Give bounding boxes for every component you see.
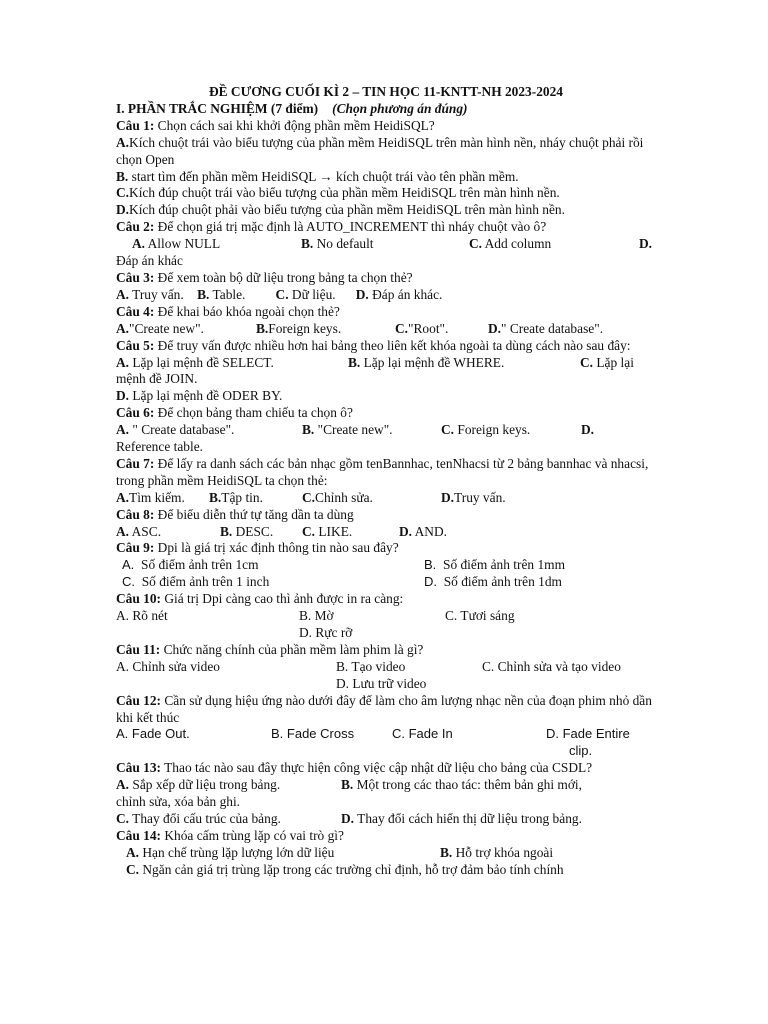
option-8b xyxy=(220,524,302,541)
option-text: Lặp lại mệnh đề WHERE. xyxy=(360,354,505,370)
option-key: A. xyxy=(116,489,130,505)
question-number: Câu 4: xyxy=(116,303,155,319)
option-4b xyxy=(256,321,395,338)
option-text: Add column xyxy=(482,236,552,252)
option-text: Lặp lại mệnh đề ODER BY. xyxy=(129,388,283,404)
option-6c xyxy=(441,422,581,439)
option-key: C. xyxy=(469,236,483,252)
option-key: A. xyxy=(116,286,130,302)
option-13d xyxy=(341,811,582,828)
options-13-row2 xyxy=(116,811,656,828)
options-14-row1 xyxy=(116,845,656,862)
option-text: Ngăn cản giá trị trùng lặp trong các trường chỉ định, hỗ trợ đảm bảo tính chính xyxy=(139,861,564,877)
option-7b xyxy=(209,490,302,507)
option-8a xyxy=(116,524,220,541)
option-text: Thay đổi cấu trúc của bảng. xyxy=(129,810,281,826)
question-1 xyxy=(116,118,656,135)
option-text: Lặp lại xyxy=(593,354,634,370)
option-key: B. xyxy=(209,489,222,505)
question-text: Cần sử dụng hiệu ứng nào dưới đây để làm cho âm lượng nhạc nền của đoạn phim nhỏ dần khi kết thúc xyxy=(116,692,652,725)
option-text: Table. xyxy=(209,286,246,302)
option-5d xyxy=(116,388,656,405)
option-5c-cont: mệnh đề JOIN. xyxy=(116,371,198,387)
option-text: start tìm đến phần mềm HeidiSQL → kích chuột trái vào tên phần mềm. xyxy=(128,168,519,184)
question-text: Để chọn giá trị mặc định là AUTO_INCREMENT thì nháy chuột vào ô? xyxy=(154,219,547,235)
option-text: Đáp án khác. xyxy=(368,286,443,302)
option-1d xyxy=(116,202,656,219)
option-text: LIKE. xyxy=(315,523,353,539)
question-3 xyxy=(116,270,656,287)
option-key: A. xyxy=(126,844,140,860)
option-key: C. xyxy=(116,185,130,201)
options-6 xyxy=(116,422,656,439)
option-2a xyxy=(116,236,301,253)
option-key: B. xyxy=(220,523,233,539)
option-text: Truy vấn. xyxy=(129,286,184,302)
option-text: Số điểm ảnh trên 1 inch xyxy=(141,574,270,590)
option-13b-cont: chỉnh sửa, xóa bản ghi. xyxy=(116,794,241,810)
options-3 xyxy=(116,287,656,304)
question-9 xyxy=(116,540,656,557)
option-key: A. xyxy=(122,557,135,573)
option-key: B. xyxy=(302,422,315,438)
options-13-row1 xyxy=(116,777,656,794)
document-title: ĐỀ CƯƠNG CUỐI KÌ 2 – TIN HỌC 11-KNTT-NH 2023-2024 xyxy=(208,84,563,99)
option-12b: B. Fade Cross xyxy=(271,726,355,742)
option-key: B. xyxy=(256,320,269,336)
options-7 xyxy=(116,490,656,507)
option-key: A. xyxy=(116,777,130,793)
option-1a xyxy=(116,135,656,169)
option-key: B. xyxy=(348,354,361,370)
option-4c xyxy=(395,321,488,338)
option-key: D. xyxy=(399,523,413,539)
question-number: Câu 5: xyxy=(116,337,155,353)
option-key: B. xyxy=(116,168,129,184)
question-11 xyxy=(116,642,656,659)
question-text: Để biểu diễn thứ tự tăng dần ta dùng xyxy=(154,506,354,522)
section-heading xyxy=(116,101,656,118)
options-11 xyxy=(116,659,656,676)
option-text: Tìm kiếm. xyxy=(129,489,185,505)
option-key: C. xyxy=(116,810,130,826)
option-text: Một trong các thao tác: thêm bản ghi mới, xyxy=(353,777,582,793)
option-10b: B. Mờ xyxy=(299,608,334,624)
option-text: " Create database". xyxy=(501,320,604,336)
option-text: "Create new". xyxy=(314,422,393,438)
option-text: No default xyxy=(313,236,374,252)
option-12c: C. Fade In xyxy=(392,726,453,742)
question-text: Để chọn bảng tham chiếu ta chọn ô? xyxy=(154,405,353,421)
option-6d-text: Reference table. xyxy=(116,439,203,455)
question-number: Câu 8: xyxy=(116,506,155,522)
option-key: C. xyxy=(275,286,289,302)
options-10 xyxy=(116,608,656,625)
option-3c xyxy=(276,287,336,302)
option-key: D. xyxy=(116,202,130,218)
option-key: A. xyxy=(116,320,130,336)
option-key: B. xyxy=(197,286,210,302)
option-key: A. xyxy=(132,236,146,252)
question-number: Câu 7: xyxy=(116,455,155,471)
question-6 xyxy=(116,405,656,422)
option-key: D. xyxy=(341,810,355,826)
options-8 xyxy=(116,524,656,541)
option-5c xyxy=(580,355,634,372)
question-number: Câu 9: xyxy=(116,540,155,556)
option-text: " Create database". xyxy=(129,422,235,438)
question-text: Để xem toàn bộ dữ liệu trong bảng ta chọn thẻ? xyxy=(154,269,413,285)
option-5a xyxy=(116,355,348,372)
option-12d: D. Fade Entire xyxy=(546,726,630,742)
option-12a: A. Fade Out. xyxy=(116,726,190,742)
question-text: Khóa cấm trùng lặp có vai trò gì? xyxy=(161,827,344,843)
question-number: Câu 10: xyxy=(116,591,162,607)
option-12d-cont: clip. xyxy=(569,743,593,759)
option-text: AND. xyxy=(412,523,447,539)
options-4 xyxy=(116,321,656,338)
option-7d xyxy=(441,490,506,507)
option-text: Hạn chế trùng lặp lượng lớn dữ liệu xyxy=(139,844,335,860)
option-text: Truy vấn. xyxy=(454,489,506,505)
question-7 xyxy=(116,456,656,490)
option-text: Foreign keys. xyxy=(268,320,342,336)
question-number: Câu 3: xyxy=(116,269,155,285)
document-page xyxy=(116,84,656,879)
question-13 xyxy=(116,760,656,777)
option-text: Allow NULL xyxy=(145,236,221,252)
option-key: C. xyxy=(395,320,409,336)
option-10c: C. Tươi sáng xyxy=(445,608,515,624)
option-11c: C. Chỉnh sửa và tạo video xyxy=(482,658,621,674)
question-text: Để truy vấn được nhiều hơn hai bảng theo liên kết khóa ngoài ta dùng cách nào sau đây: xyxy=(154,337,631,353)
section-hint: (Chọn phương án đúng) xyxy=(332,100,468,116)
option-9c xyxy=(116,574,424,591)
option-key: B. xyxy=(341,777,354,793)
option-13b xyxy=(341,777,582,794)
option-key: C. xyxy=(302,523,316,539)
option-text: Số điểm ảnh trên 1dm xyxy=(443,574,562,590)
option-1b xyxy=(116,169,656,186)
option-2b xyxy=(301,236,469,253)
question-2 xyxy=(116,219,656,236)
options-2 xyxy=(116,236,656,253)
question-12 xyxy=(116,693,656,727)
question-number: Câu 12: xyxy=(116,692,162,708)
question-10 xyxy=(116,591,656,608)
option-key: A. xyxy=(116,422,130,438)
option-14a xyxy=(116,845,440,862)
option-text: Kích đúp chuột phải vào biểu tượng của phần mềm HeidiSQL trên màn hình nền. xyxy=(129,202,565,218)
option-9a xyxy=(116,557,424,574)
option-2d-key: D. xyxy=(639,236,653,252)
question-number: Câu 13: xyxy=(116,760,162,776)
option-5b xyxy=(348,355,580,372)
option-text: Sắp xếp dữ liệu trong bảng. xyxy=(129,777,281,793)
option-7c xyxy=(302,490,441,507)
option-text: Foreign keys. xyxy=(454,422,531,438)
option-text: "Root". xyxy=(408,320,449,336)
section-label: I. PHẦN TRẮC NGHIỆM (7 điểm) xyxy=(116,100,319,116)
question-number: Câu 1: xyxy=(116,117,155,133)
option-11b: B. Tạo video xyxy=(336,658,406,674)
question-text: Dpi là giá trị xác định thông tin nào sau đây? xyxy=(154,540,399,556)
options-9-row2 xyxy=(116,574,656,591)
option-13c xyxy=(116,811,341,828)
option-text: Tập tin. xyxy=(221,489,263,505)
option-text: Hỗ trợ khóa ngoài xyxy=(452,844,554,860)
option-key: D. xyxy=(116,388,130,404)
option-key: C. xyxy=(580,354,594,370)
option-key: B. xyxy=(440,844,453,860)
option-3b xyxy=(197,287,245,302)
option-key: D. xyxy=(424,574,437,590)
option-text: DESC. xyxy=(232,523,274,539)
question-14 xyxy=(116,828,656,845)
option-text: Kích đúp chuột trái vào biểu tượng của phần mềm HeidiSQL trên màn hình nền. xyxy=(129,185,560,201)
option-text: "Create new". xyxy=(129,320,204,336)
question-5 xyxy=(116,338,656,355)
option-key: D. xyxy=(488,320,502,336)
option-10a: A. Rõ nét xyxy=(116,608,168,624)
question-number: Câu 14: xyxy=(116,827,162,843)
options-5 xyxy=(116,355,656,372)
option-3d xyxy=(356,287,443,302)
options-9-row1 xyxy=(116,557,656,574)
option-key: C. xyxy=(441,422,455,438)
question-number: Câu 11: xyxy=(116,641,161,657)
option-6d-key: D. xyxy=(581,422,595,438)
option-text: Lặp lại mệnh đề SELECT. xyxy=(129,354,274,370)
option-text: Dữ liệu. xyxy=(288,286,336,302)
question-text: Để khai báo khóa ngoài chọn thẻ? xyxy=(154,303,340,319)
option-key: C. xyxy=(126,861,140,877)
option-text: ASC. xyxy=(129,523,162,539)
question-text: Để lấy ra danh sách các bản nhạc gồm tenBannhac, tenNhacsi từ 2 bảng bannhac và nhacsi, trong phần mềm HeidiSQL ta chọn thẻ: xyxy=(116,455,649,488)
option-14c xyxy=(116,862,656,879)
option-key: B. xyxy=(301,236,314,252)
option-11d: D. Lưu trữ video xyxy=(336,675,427,691)
option-8c xyxy=(302,524,399,541)
option-9b xyxy=(424,557,565,574)
question-8 xyxy=(116,507,656,524)
question-text: Chọn cách sai khi khởi động phần mềm HeidiSQL? xyxy=(154,117,435,133)
option-1c xyxy=(116,185,656,202)
options-12 xyxy=(116,726,656,743)
option-text: Kích chuột trái vào biểu tượng của phần mềm HeidiSQL trên màn hình nền, nháy chuột phải rồi chọn Open xyxy=(116,134,644,167)
question-text: Chức năng chính của phần mềm làm phim là gì? xyxy=(160,641,424,657)
option-14b xyxy=(440,845,553,862)
option-key: C. xyxy=(122,574,135,590)
option-key: D. xyxy=(355,286,369,302)
option-text: Chỉnh sửa. xyxy=(315,489,373,505)
option-key: D. xyxy=(441,489,455,505)
option-4d xyxy=(488,321,603,338)
question-text: Thao tác nào sau đây thực hiện công việc cập nhật dữ liệu cho bảng của CSDL? xyxy=(161,760,593,776)
question-4 xyxy=(116,304,656,321)
option-6b xyxy=(302,422,441,439)
option-2d-text: Đáp án khác xyxy=(116,253,183,269)
option-key: B. xyxy=(424,557,437,573)
option-key: C. xyxy=(302,489,316,505)
option-key: A. xyxy=(116,134,130,150)
option-3a xyxy=(116,287,184,302)
option-8d xyxy=(399,524,447,541)
option-10d: D. Rực rỡ xyxy=(299,625,353,640)
option-key: A. xyxy=(116,354,130,370)
option-text: Số điểm ảnh trên 1cm xyxy=(141,557,259,573)
option-key: A. xyxy=(116,523,130,539)
question-number: Câu 6: xyxy=(116,405,155,421)
option-6a xyxy=(116,422,302,439)
option-2c xyxy=(469,236,639,253)
question-text: Giá trị Dpi càng cao thì ảnh được in ra càng: xyxy=(161,591,404,607)
option-7a xyxy=(116,490,209,507)
option-text: Thay đổi cách hiển thị dữ liệu trong bảng. xyxy=(354,810,582,826)
option-4a xyxy=(116,321,256,338)
option-11a: A. Chỉnh sửa video xyxy=(116,658,220,674)
option-13a xyxy=(116,777,341,794)
question-number: Câu 2: xyxy=(116,219,155,235)
option-9d xyxy=(424,574,562,591)
option-text: Số điểm ảnh trên 1mm xyxy=(443,557,565,573)
